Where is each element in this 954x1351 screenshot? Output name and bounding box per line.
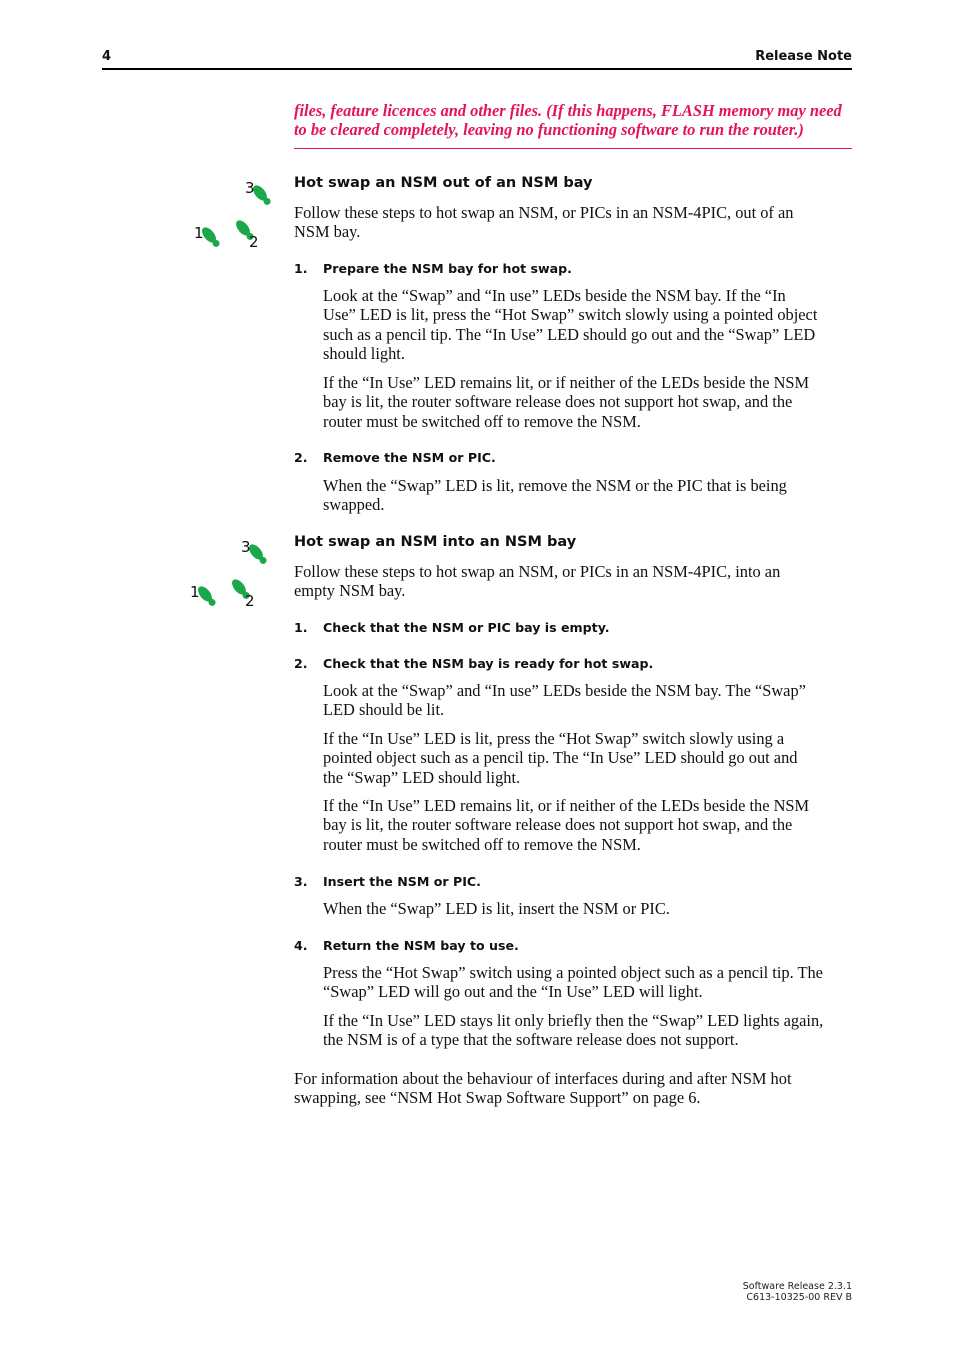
footsteps-icon — [188, 534, 268, 614]
step-label-3: 3 — [245, 179, 255, 197]
step-label: Return the NSM bay to use. — [323, 938, 519, 953]
text-line: “Swap” LED will go out and the “In Use” LED will light. — [323, 982, 703, 1002]
header-rule — [102, 68, 852, 70]
text-line: empty NSM bay. — [294, 581, 406, 601]
step-label-2: 2 — [249, 233, 259, 251]
step-label-1: 1 — [194, 224, 204, 242]
step-label: Insert the NSM or PIC. — [323, 874, 481, 889]
step-number: 2. — [294, 450, 308, 465]
step-label: Check that the NSM bay is ready for hot swap. — [323, 656, 654, 671]
text-line: For information about the behaviour of interfaces during and after NSM hot — [294, 1069, 792, 1088]
footsteps-icon — [192, 175, 272, 255]
step-paragraph — [323, 373, 854, 431]
step-paragraph — [323, 681, 854, 720]
text-line: pointed object such as a pencil tip. The “In Use” LED should go out and — [323, 748, 798, 768]
text-line: When the “Swap” LED is lit, remove the NSM or the PIC that is being — [323, 476, 787, 495]
header-title: Release Note — [755, 49, 852, 64]
text-line: such as a pencil tip. The “In Use” LED should go out and the “Swap” LED — [323, 324, 816, 344]
text-line: If the “In Use” LED is lit, press the “Hot Swap” switch slowly using a — [323, 729, 785, 748]
step-label-3: 3 — [241, 538, 251, 556]
warning-text — [294, 101, 854, 139]
text-line: swapping, see “NSM Hot Swap Software Support” on page 6. — [294, 1088, 701, 1108]
step-label: Prepare the NSM bay for hot swap. — [323, 261, 572, 276]
section1-intro — [294, 203, 854, 242]
step-paragraph — [323, 963, 854, 1002]
step-paragraph — [323, 796, 854, 854]
text-line: bay is lit, the router software release does not support hot swap, and the — [323, 392, 793, 412]
step-paragraph — [323, 729, 854, 787]
step-label-2: 2 — [245, 592, 255, 610]
text-line: LED should be lit. — [323, 700, 445, 720]
text-line: router must be switched off to remove the NSM. — [323, 411, 641, 431]
text-line: should light. — [323, 343, 405, 363]
text-line: Follow these steps to hot swap an NSM, or PICs in an NSM-4PIC, into an — [294, 562, 781, 581]
step-paragraph — [323, 1011, 854, 1050]
text-line: bay is lit, the router software release does not support hot swap, and the — [323, 815, 793, 835]
text-line: router must be switched off to remove the NSM. — [323, 834, 641, 854]
text-line: Press the “Hot Swap” switch using a pointed object such as a pencil tip. The — [323, 963, 823, 982]
warning-line-1: files, feature licences and other files. (If this happens, FLASH memory may need — [294, 101, 842, 120]
step-number: 2. — [294, 656, 308, 671]
warning-rule — [294, 148, 852, 149]
text-line: Follow these steps to hot swap an NSM, or PICs in an NSM-4PIC, out of an — [294, 203, 794, 222]
section2-intro — [294, 562, 854, 601]
footer-release: Software Release 2.3.1 — [742, 1281, 852, 1292]
text-line: swapped. — [323, 495, 385, 515]
text-line: When the “Swap” LED is lit, insert the NSM or PIC. — [323, 899, 670, 918]
text-line: the NSM is of a type that the software release does not support. — [323, 1030, 739, 1050]
closing-paragraph — [294, 1069, 854, 1108]
step-label-1: 1 — [190, 583, 200, 601]
step-number: 1. — [294, 620, 308, 635]
step-number: 4. — [294, 938, 308, 953]
footer-doc-id: C613-10325-00 REV B — [746, 1292, 852, 1303]
step-label: Remove the NSM or PIC. — [323, 450, 496, 465]
step-label: Check that the NSM or PIC bay is empty. — [323, 620, 610, 635]
section2-heading: Hot swap an NSM into an NSM bay — [294, 534, 577, 550]
section1-heading: Hot swap an NSM out of an NSM bay — [294, 175, 593, 191]
step-paragraph — [323, 899, 854, 918]
text-line: If the “In Use” LED remains lit, or if neither of the LEDs beside the NSM — [323, 373, 810, 392]
text-line: If the “In Use” LED stays lit only briefly then the “Swap” LED lights again, — [323, 1011, 824, 1030]
text-line: Look at the “Swap” and “In use” LEDs beside the NSM bay. The “Swap” — [323, 681, 806, 700]
text-line: the “Swap” LED should light. — [323, 767, 521, 787]
step-paragraph — [323, 286, 854, 363]
page-number: 4 — [102, 49, 112, 64]
step-number: 3. — [294, 874, 308, 889]
text-line: Look at the “Swap” and “In use” LEDs beside the NSM bay. If the “In — [323, 286, 786, 305]
warning-line-2: to be cleared completely, leaving no functioning software to run the router.) — [294, 120, 804, 139]
step-paragraph — [323, 476, 854, 515]
text-line: Use” LED is lit, press the “Hot Swap” switch slowly using a pointed object — [323, 305, 818, 325]
step-number: 1. — [294, 261, 308, 276]
text-line: NSM bay. — [294, 222, 361, 242]
text-line: If the “In Use” LED remains lit, or if neither of the LEDs beside the NSM — [323, 796, 810, 815]
